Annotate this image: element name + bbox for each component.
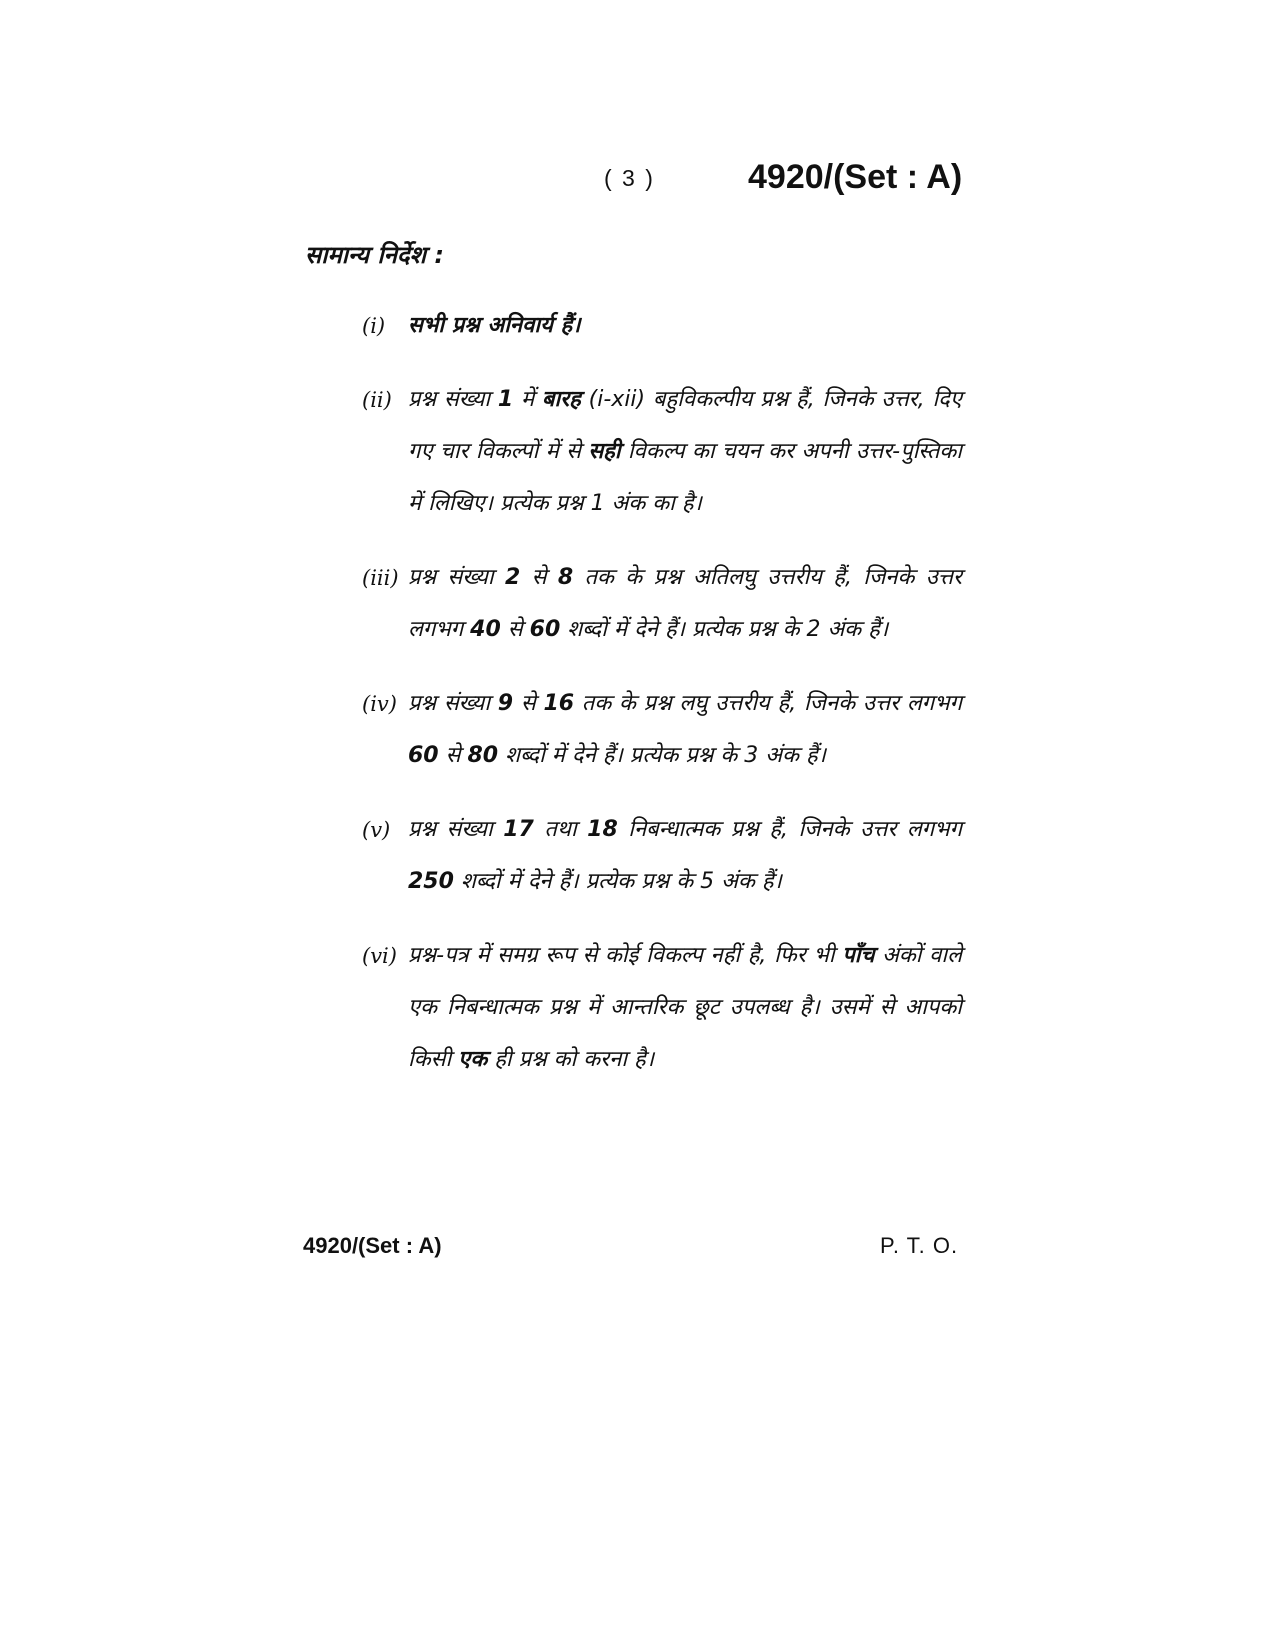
instruction-segment: तथा: [533, 817, 588, 842]
instruction-segment: 8: [557, 565, 574, 590]
instruction-segment: तक के प्रश्न अतिलघु उत्तरीय हैं, जिनके उत्तर लगभग: [408, 565, 962, 642]
instruction-segment: ही प्रश्न को करना है।: [487, 1047, 655, 1072]
instruction-segment: पाँच: [842, 943, 875, 968]
instruction-segment: 40: [470, 617, 501, 642]
instruction-segment: 1: [497, 387, 514, 412]
instruction-label: (iii): [362, 566, 399, 590]
instruction-item: [362, 804, 962, 908]
instruction-segment: से: [438, 743, 468, 768]
instructions-list: [362, 300, 962, 1108]
instruction-segment: एक: [458, 1047, 488, 1072]
instruction-segment: से: [520, 565, 558, 590]
instruction-segment: शब्दों में देने हैं। प्रत्येक प्रश्न के 5 अंक हैं।: [453, 869, 782, 894]
section-title: सामान्य निर्देश :: [305, 241, 444, 269]
instruction-segment: 16: [543, 691, 575, 716]
instruction-segment: 80: [467, 743, 499, 768]
instruction-segment: में: [513, 387, 542, 412]
instruction-segment: से: [500, 617, 530, 642]
instruction-text: [408, 552, 962, 656]
instruction-segment: तक के प्रश्न लघु उत्तरीय हैं, जिनके उत्तर लगभग: [574, 691, 962, 716]
instruction-segment: 17: [503, 817, 534, 842]
instruction-item: [362, 300, 962, 352]
instruction-item: [362, 678, 962, 782]
instruction-segment: प्रश्न संख्या: [408, 817, 504, 842]
instruction-text: [408, 930, 962, 1086]
pto-label: P. T. O.: [880, 1233, 959, 1258]
instruction-segment: अंकों वाले एक निबन्धात्मक प्रश्न में आन्तरिक छूट उपलब्ध है। उसमें से आपको किसी: [408, 943, 962, 1072]
instruction-segment: प्रश्न-पत्र में समग्र रूप से कोई विकल्प नहीं है, फिर भी: [408, 943, 843, 968]
instruction-text: [408, 678, 962, 782]
instruction-text: [408, 804, 962, 908]
instruction-item: [362, 374, 962, 530]
instruction-text: [408, 300, 962, 352]
paper-code-footer: 4920/(Set : A): [303, 1233, 442, 1258]
instruction-segment: शब्दों में देने हैं। प्रत्येक प्रश्न के 2 अंक हैं।: [560, 617, 889, 642]
instruction-segment: 250: [408, 869, 454, 894]
instruction-item: [362, 930, 962, 1086]
paper-code-header: 4920/(Set : A): [748, 158, 963, 196]
instruction-label: (v): [362, 818, 391, 842]
instruction-segment: से: [513, 691, 544, 716]
instruction-segment: प्रश्न संख्या: [408, 691, 498, 716]
instruction-item: [362, 552, 962, 656]
instruction-label: (vi): [362, 944, 397, 968]
instruction-segment: 2: [504, 565, 521, 590]
instruction-segment: बारह: [541, 387, 581, 412]
instruction-segment: शब्दों में देने हैं। प्रत्येक प्रश्न के 3 अंक हैं।: [498, 743, 827, 768]
instruction-label: (iv): [362, 692, 397, 716]
instruction-segment: प्रश्न संख्या: [408, 387, 498, 412]
instruction-segment: 60: [408, 743, 439, 768]
instruction-segment: (i-xii) बहुविकल्पीय प्रश्न हैं, जिनके उत्तर, दिए गए चार विकल्पों में से: [408, 387, 962, 464]
instruction-label: (ii): [362, 388, 392, 412]
instruction-segment: 18: [587, 817, 618, 842]
instruction-segment: 60: [529, 617, 561, 642]
instruction-segment: सभी प्रश्न अनिवार्य हैं।: [408, 313, 581, 338]
instruction-segment: विकल्प का चयन कर अपनी उत्तर-पुस्तिका में लिखिए। प्रत्येक प्रश्न 1 अंक का है।: [408, 439, 962, 516]
instruction-segment: निबन्धात्मक प्रश्न हैं, जिनके उत्तर लगभग: [617, 817, 962, 842]
instruction-segment: सही: [588, 439, 621, 464]
instruction-segment: 9: [497, 691, 514, 716]
instruction-text: [408, 374, 962, 530]
instruction-label: (i): [362, 314, 386, 338]
instruction-segment: प्रश्न संख्या: [408, 565, 505, 590]
page-number: ( 3 ): [604, 165, 655, 191]
